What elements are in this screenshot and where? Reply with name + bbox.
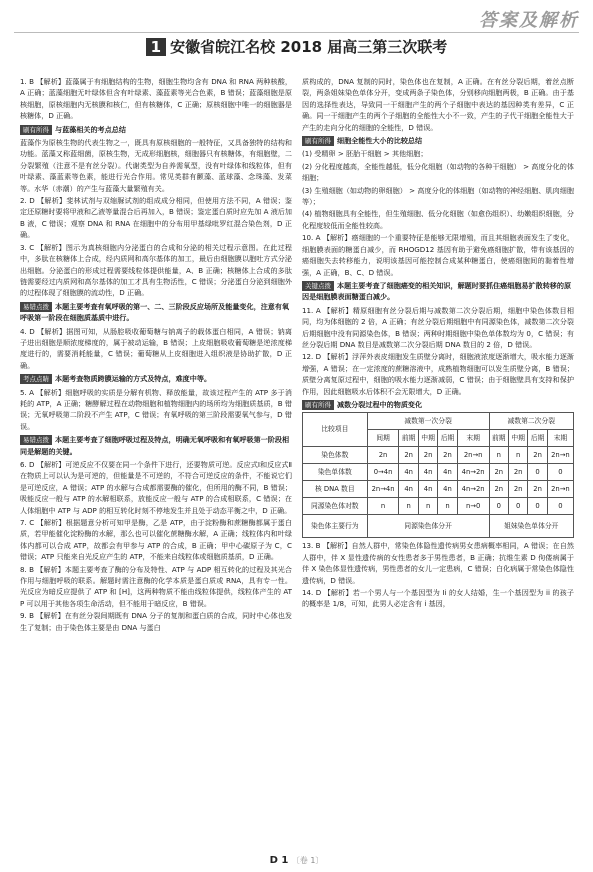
- table-cell: 同源染色体对数: [303, 498, 368, 515]
- table-header-cell: 后期: [438, 430, 457, 447]
- table-cell: 核 DNA 数目: [303, 481, 368, 498]
- table-row: [303, 481, 574, 498]
- answer-paragraph: 14. D 【解析】若一个男人与一个基因型为 Ii 的女人结婚，生一个基因型为 ii 的孩子的概率是 1/8，可知，此男人必定含有 i 基因，: [302, 588, 574, 609]
- paper-number: 1: [146, 38, 166, 56]
- table-cell: 4n: [438, 464, 457, 481]
- answer-paragraph: 质构成的，DNA 复制的同时，染色体也在复制，A 正确。在有丝分裂后期，着丝点断裂，两条姐妹染色单体分开，变成两条子染色体，分别移向细胞两极，B 正确。由于基因的选择性表达，导致同一干细胞产生的两个子细胞中表达的基因种类有差异，C 正确。同一干细胞产生的两个子细胞的全能性大小不一致，产生的子代干细胞全能性大于产生的走向分化的细胞的全能性，D 错误。: [302, 77, 574, 132]
- summary-tag-row: [302, 135, 574, 146]
- summary-tag: 关键点拨: [302, 281, 334, 291]
- table-cell: n: [508, 447, 527, 464]
- answer-paragraph: (3) 生殖细胞（如动物的卵细胞） > 高度分化的体细胞（如动物的神经细胞、肌肉细胞等）；: [302, 185, 574, 207]
- answer-paragraph: 6. D 【解析】可逆反应不仅要在同一个条件下进行，还要物质可逆。反应式Ⅰ和反应式Ⅱ在物质上可以认为是可逆的，但能量是不可逆的，不符合可逆反应的条件，不能说它们是可逆反应，A 错误；ATP 的水解与合成都需要酶的催化，但所用的酶不同，B 错误；吸能反应一般与 ATP 的水解相联系，放能反应一般与 ATP 的合成相联系，C 错误；在人体细胞中 ATP 与 ADP 的相互转化时刻不停地发生并且处于动态平衡之中，D 正确。: [20, 460, 292, 515]
- table-cell: 2n: [399, 447, 418, 464]
- summary-tag-text: 本题主要考查了细胞癌变的相关知识，解题时要抓住癌细胞易扩散转移的原因是细胞膜表面糖蛋白减少。: [302, 280, 572, 302]
- summary-tag-row: [302, 280, 574, 303]
- table-cell: 4n: [399, 481, 418, 498]
- table-cell: 0: [528, 464, 547, 481]
- header-divider: [14, 32, 579, 33]
- table-cell: 姐妹染色单体分开: [489, 515, 573, 538]
- table-cell: 2n: [528, 447, 547, 464]
- table-cell: n: [367, 498, 399, 515]
- table-header-cell: 中期: [418, 430, 437, 447]
- table-header-cell: 减数第二次分裂: [489, 413, 573, 430]
- summary-tag-text: 本题考查物质跨膜运输的方式及特点，难度中等。: [55, 374, 212, 384]
- answer-paragraph: 9. B 【解析】在有丝分裂间期既有 DNA 分子的复制和蛋白质的合成，同时中心体也发生了复制；由于染色体主要是由 DNA 与蛋白: [20, 611, 292, 632]
- table-cell: 0: [528, 498, 547, 515]
- meiosis-table: [302, 412, 574, 538]
- table-header-cell: 中期: [508, 430, 527, 447]
- answer-paragraph: (4) 植物细胞具有全能性，但生殖细胞、低分化细胞（如愈伤组织）、幼嫩组织细胞，分化程度较低而全能性较高。: [302, 209, 574, 230]
- answer-paragraph: (1) 受精卵 > 胚胎干细胞 > 其他细胞；: [302, 149, 428, 159]
- table-cell: 2n→4n: [367, 481, 399, 498]
- answer-paragraph: 11. A 【解析】精原细胞有丝分裂后期与减数第二次分裂后期，细胞中染色体数目相同，均为体细胞的 2 倍，A 正确；有丝分裂后期细胞中有同源染色体，减数第二次分裂后期细胞中没有同源染色体，B 错误；两种时期细胞中染色单体数均为 0，C 错误；有丝分裂后期 DNA 数目是减数第二次分裂后期 DNA 数目的 2 倍，D 错误。: [302, 305, 574, 349]
- table-cell: 4n→2n: [457, 481, 489, 498]
- table-cell: 染色体数: [303, 447, 368, 464]
- table-row: [303, 447, 574, 464]
- answer-paragraph: (2) 分化程度越高，全能性越低，低分化细胞（如动物的各种干细胞） > 高度分化的体细胞；: [302, 161, 574, 183]
- table-cell: n: [418, 498, 437, 515]
- answer-paragraph: 3. C 【解析】图示为真核细胞内分泌蛋白的合成和分泌的相关过程示意图。在此过程中，多肽在核糖体上合成，经内质网和高尔基体的加工，最后由细胞膜以胞吐方式分泌出细胞。分泌蛋白的形成过程需要线粒体提供能量，A、B 正确；核糖体上合成的多肽链需要经过内质网和高尔基体的加工才具有生物活性，C 错误；分泌蛋白分泌到细胞外的过程体现了细胞膜的流动性，D 正确。: [20, 242, 292, 298]
- answer-paragraph: 5. A 【解析】细胞呼吸的实质是分解有机物、释放能量，故该过程产生的 ATP 多于消耗的 ATP，A 正确；糖酵解过程在动物细胞和植物细胞内的场所均为细胞质基质，B 错误；无氧呼吸第二阶段不产生 ATP，C 错误；有氧呼吸的第三阶段需要氧气参与，D 错误。: [20, 387, 292, 431]
- table-row: [303, 498, 574, 515]
- summary-tag-text: 本题主要考查了细胞呼吸过程及特点，明确无氧呼吸和有氧呼吸第一阶段相同是解题的关键。: [20, 435, 290, 456]
- answer-paragraph: 10. A 【解析】癌细胞的一个重要特征是能够无限增殖，而且其细胞表面发生了变化，细胞膜表面的糖蛋白减少，而 RHOGD12 基因有助于避免癌细胞扩散，带有该基因的癌细胞失去转移能力，说明该基因可能控制合成某种糖蛋白，使癌细胞间的黏着性增强，A 正确，B、C、D 错误。: [302, 233, 574, 277]
- table-cell: n: [438, 498, 457, 515]
- table-header-cell: 减数第一次分裂: [367, 413, 489, 430]
- table-cell: 4n: [399, 464, 418, 481]
- answer-paragraph: 7. C 【解析】根据题意分析可知甲是酶，乙是 ATP，由于淀粉酶和蔗糖酶都属于蛋白质，若甲能催化淀粉酶的水解，那么也可以催化蔗糖酶水解，A 正确；线粒体内和叶绿体内都可以合成 ATP，故都会有甲参与 ATP 的合成，B 正确；甲中心碳原子为 C，C 错误；ATP 只能来自光反应产生的 ATP，不能来自线粒体或细胞质基质，D 正确。: [20, 518, 292, 562]
- table-cell: 2n: [528, 481, 547, 498]
- table-cell: 2n: [489, 464, 508, 481]
- table-cell: n: [489, 447, 508, 464]
- table-cell: 0→4n: [367, 464, 399, 481]
- paper-title-text: 安徽省皖江名校 2018 届高三第三次联考: [170, 38, 448, 56]
- page-sub: 〔卷 1〕: [291, 856, 324, 865]
- summary-tag-text: 本题主要考查有氧呼吸的第一、二、三阶段反应场所及能量变化，注意有氧呼吸第一阶段在细胞质基质中进行。: [20, 301, 290, 323]
- table-row: [303, 464, 574, 481]
- answer-paragraph: 12. D 【解析】浮萍外表皮细胞发生质壁分离时，细胞液浓度逐渐增大，吸水能力逐渐增强，A 错误；在一定浓度的蔗糖溶液中，成熟植物细胞可以发生质壁分离，B 错误；质壁分离复原过程中，细胞的吸水能力逐渐减弱，C 错误；由于细胞壁具有支持和保护作用，因此细胞吸水后体积不会无限增大，D 正确。: [302, 352, 574, 396]
- table-cell: 2n: [438, 447, 457, 464]
- answer-paragraph: 13. B 【解析】自然人群中，常染色体隐性遗传病男女患病概率相同，A 错误；在自然人群中，伴 X 显性遗传病的女性患者多于男性患者，B 正确；抗维生素 D 佝偻病属于伴 X 染色体显性遗传病，男性患者的女儿一定患病，C 错误；白化病属于常染色体隐性遗传病，D 错误。: [302, 541, 574, 585]
- table-cell: 2n: [418, 447, 437, 464]
- answer-paragraph: 8. B 【解析】本题主要考查了酶的分布及特性、ATP 与 ADP 相互转化的过程及其光合作用与细胞呼吸的联系。解题时需注意酶的化学本质是蛋白质或 RNA，具有专一性。光反应为暗反应提供了 ATP 和 [H]，这两种物质不能由线粒体提供，线粒体产生的 ATP 可以用于其他各项生命活动，但不能用于暗反应，B 错误。: [20, 564, 292, 608]
- table-cell: 4n: [418, 464, 437, 481]
- summary-tag: 刷有所得: [302, 136, 334, 146]
- table-header-cell: 间期: [367, 430, 399, 447]
- right-column: [302, 76, 574, 611]
- table-cell: n: [399, 498, 418, 515]
- summary-tag-row: [20, 373, 292, 384]
- table-header-cell: 前期: [489, 430, 508, 447]
- summary-tag-row: [20, 124, 292, 135]
- table-cell: 2n: [489, 481, 508, 498]
- answer-paragraph: 蓝藻作为原核生物的代表生物之一，既具有原核细胞的一般特征，又具备独特的结构和功能。蓝藻又称蓝细菌，原核生物，无成形细胞核，细胞器只有核糖体，有细胞壁，二分裂繁殖（注意不是有丝分裂）。代谢类型为自养需氧型，没有叶绿体和线粒体，但有叶绿素、藻蓝素等色素，能进行光合作用。常见类群有颤藻、蓝球藻、念珠藻、发菜等。水华（赤潮）的产生与蓝藻大量繁殖有关。: [20, 138, 292, 193]
- table-cell: 2n→n: [457, 447, 489, 464]
- summary-tag: 刷有所得: [302, 400, 334, 410]
- table-header-cell: 末期: [547, 430, 573, 447]
- table-header-cell: 比较项目: [303, 413, 368, 447]
- table-cell: 染色单体数: [303, 464, 368, 481]
- table-cell: 0: [489, 498, 508, 515]
- table-header-cell: 末期: [457, 430, 489, 447]
- table-header-row: [303, 413, 574, 430]
- table-cell: 同源染色体分开: [367, 515, 489, 538]
- table-cell: 4n: [438, 481, 457, 498]
- summary-tag: 易错点拨: [20, 302, 52, 312]
- summary-tag-text: 细胞全能性大小的比较总结: [337, 136, 423, 146]
- table-cell: 0: [508, 498, 527, 515]
- summary-tag-row: [20, 301, 292, 324]
- table-cell: 2n→n: [547, 481, 573, 498]
- summary-tag-row: [302, 399, 574, 410]
- page-number: D 1: [269, 855, 289, 866]
- table-row: [303, 515, 574, 538]
- table-cell: 染色体主要行为: [303, 515, 368, 538]
- summary-tag: 刷有所得: [20, 125, 52, 135]
- table-cell: n→0: [457, 498, 489, 515]
- summary-tag-text: 与蓝藻相关的考点总结: [55, 124, 126, 134]
- page-footer: [0, 855, 593, 866]
- table-cell: 4n: [418, 481, 437, 498]
- table-cell: 2n: [508, 481, 527, 498]
- table-cell: 2n: [508, 464, 527, 481]
- answer-paragraph: 4. D 【解析】据图可知，从肠腔吸收葡萄糖与钠离子的载体蛋白相同，A 错误；钠离子进出细胞是顺浓度梯度的，属于被动运输，B 错误；上皮细胞吸收葡萄糖是逆浓度梯度进行的，需要消耗能量，C 错误；葡萄糖从上皮细胞进入组织液是协助扩散，D 正确。: [20, 326, 292, 370]
- paper-title: [0, 36, 593, 57]
- summary-tag: 易错点拨: [20, 435, 52, 445]
- table-cell: 0: [547, 464, 573, 481]
- header-title: 答案及解析: [479, 10, 579, 31]
- summary-tag-text: 减数分裂过程中的物质变化: [337, 399, 423, 409]
- table-header-cell: 后期: [528, 430, 547, 447]
- summary-tag-row: [20, 434, 292, 457]
- table-header-cell: 前期: [399, 430, 418, 447]
- summary-tag: 考点点睛: [20, 374, 52, 384]
- answer-paragraph: 2. D 【解析】斐林试剂与双缩脲试剂的组成成分相同，但使用方法不同，A 错误；鉴定还原糖时要将甲液和乙液等量混合后再加入，B 错误；鉴定蛋白质时应先加 A 液后加 B 液，C 错误；观察 DNA 和 RNA 在细胞中的分布用甲基绿吡罗红混合染色剂，D 正确。: [20, 196, 292, 240]
- answer-paragraph: 1. B 【解析】蓝藻属于有细胞结构的生物，细胞生物均含有 DNA 和 RNA 两种核酸，A 正确；蓝藻细胞无叶绿体但含有叶绿素、藻蓝素等光合色素，B 错误；蓝藻细胞是原核细胞，原核细胞内无核膜和核仁，但有核糖体，C 正确；原核细胞中唯一的细胞器是核糖体，D 正确。: [20, 77, 292, 121]
- left-column: [20, 76, 292, 634]
- table-cell: 2n→n: [547, 447, 573, 464]
- table-cell: 0: [547, 498, 573, 515]
- table-cell: 2n: [367, 447, 399, 464]
- table-cell: 4n→2n: [457, 464, 489, 481]
